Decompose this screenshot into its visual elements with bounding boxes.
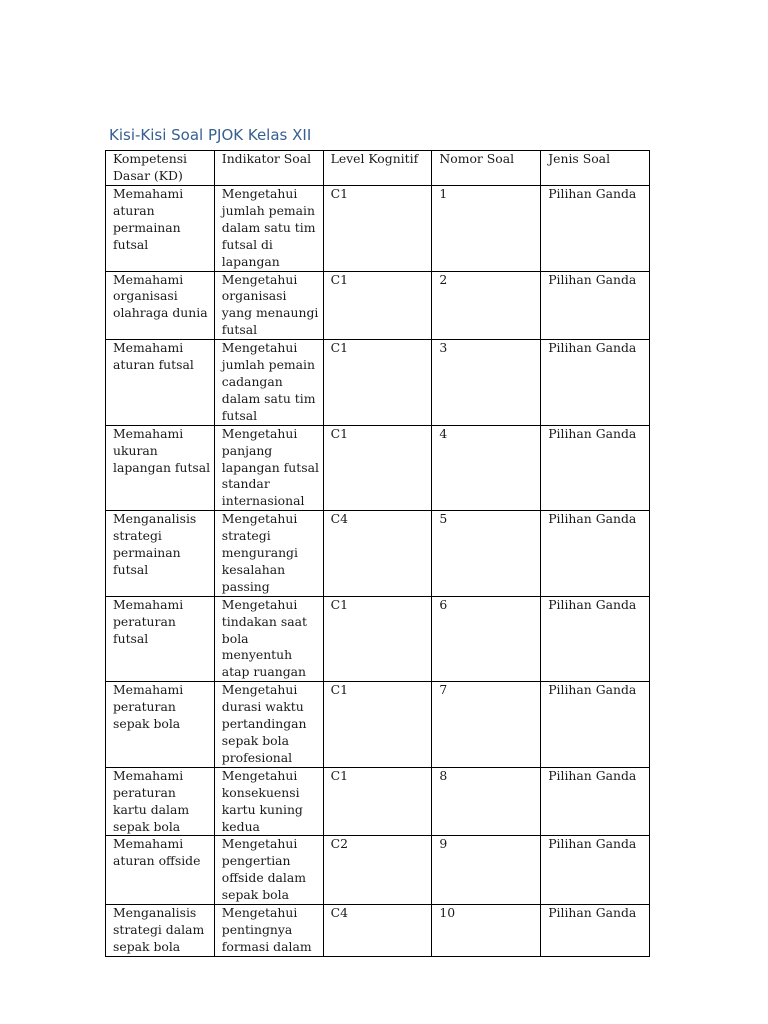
- cell-jenis-soal: Pilihan Ganda: [541, 186, 650, 272]
- kisi-kisi-table: [105, 150, 650, 957]
- cell-jenis-soal: Pilihan Ganda: [541, 511, 650, 597]
- cell-nomor-soal: 4: [432, 425, 541, 511]
- table-row: [106, 836, 650, 905]
- cell-kompetensi-dasar: Menganalisis strategi permainan futsal: [106, 511, 215, 597]
- cell-nomor-soal: 6: [432, 596, 541, 682]
- cell-kompetensi-dasar: Menganalisis strategi dalam sepak bola: [106, 905, 215, 957]
- table-row: [106, 186, 650, 272]
- cell-level-kognitif: C2: [323, 836, 432, 905]
- document-title: Kisi-Kisi Soal PJOK Kelas XII: [109, 126, 312, 144]
- cell-jenis-soal: Pilihan Ganda: [541, 340, 650, 426]
- cell-indikator-soal: Mengetahui konsekuensi kartu kuning kedua: [214, 767, 323, 836]
- cell-jenis-soal: Pilihan Ganda: [541, 682, 650, 768]
- cell-level-kognitif: C1: [323, 596, 432, 682]
- cell-jenis-soal: Pilihan Ganda: [541, 905, 650, 957]
- cell-level-kognitif: C1: [323, 767, 432, 836]
- table-row: [106, 271, 650, 340]
- cell-jenis-soal: Pilihan Ganda: [541, 836, 650, 905]
- cell-nomor-soal: 3: [432, 340, 541, 426]
- cell-indikator-soal: Mengetahui pentingnya formasi dalam: [214, 905, 323, 957]
- table-row: [106, 682, 650, 768]
- cell-kompetensi-dasar: Memahami organisasi olahraga dunia: [106, 271, 215, 340]
- header-level-kognitif: Level Kognitif: [323, 151, 432, 186]
- cell-nomor-soal: 7: [432, 682, 541, 768]
- cell-level-kognitif: C1: [323, 682, 432, 768]
- table-row: [106, 596, 650, 682]
- cell-indikator-soal: Mengetahui pengertian offside dalam sepak bola: [214, 836, 323, 905]
- table-row: [106, 425, 650, 511]
- table-header-row: [106, 151, 650, 186]
- cell-nomor-soal: 1: [432, 186, 541, 272]
- header-jenis-soal: Jenis Soal: [541, 151, 650, 186]
- cell-kompetensi-dasar: Memahami aturan permainan futsal: [106, 186, 215, 272]
- header-indikator-soal: Indikator Soal: [214, 151, 323, 186]
- cell-jenis-soal: Pilihan Ganda: [541, 596, 650, 682]
- cell-nomor-soal: 8: [432, 767, 541, 836]
- cell-kompetensi-dasar: Memahami peraturan futsal: [106, 596, 215, 682]
- table-row: [106, 340, 650, 426]
- cell-kompetensi-dasar: Memahami aturan futsal: [106, 340, 215, 426]
- cell-nomor-soal: 9: [432, 836, 541, 905]
- header-nomor-soal: Nomor Soal: [432, 151, 541, 186]
- cell-level-kognitif: C4: [323, 511, 432, 597]
- cell-jenis-soal: Pilihan Ganda: [541, 271, 650, 340]
- cell-nomor-soal: 2: [432, 271, 541, 340]
- cell-nomor-soal: 10: [432, 905, 541, 957]
- table-row: [106, 905, 650, 957]
- cell-indikator-soal: Mengetahui jumlah pemain cadangan dalam satu tim futsal: [214, 340, 323, 426]
- cell-level-kognitif: C1: [323, 186, 432, 272]
- cell-jenis-soal: Pilihan Ganda: [541, 767, 650, 836]
- cell-level-kognitif: C1: [323, 425, 432, 511]
- cell-indikator-soal: Mengetahui panjang lapangan futsal standar internasional: [214, 425, 323, 511]
- cell-jenis-soal: Pilihan Ganda: [541, 425, 650, 511]
- cell-kompetensi-dasar: Memahami peraturan sepak bola: [106, 682, 215, 768]
- cell-indikator-soal: Mengetahui organisasi yang menaungi futsal: [214, 271, 323, 340]
- table-row: [106, 511, 650, 597]
- cell-level-kognitif: C4: [323, 905, 432, 957]
- cell-indikator-soal: Mengetahui tindakan saat bola menyentuh atap ruangan: [214, 596, 323, 682]
- cell-kompetensi-dasar: Memahami aturan offside: [106, 836, 215, 905]
- cell-kompetensi-dasar: Memahami ukuran lapangan futsal: [106, 425, 215, 511]
- cell-level-kognitif: C1: [323, 340, 432, 426]
- cell-indikator-soal: Mengetahui durasi waktu pertandingan sepak bola profesional: [214, 682, 323, 768]
- header-kompetensi-dasar: Kompetensi Dasar (KD): [106, 151, 215, 186]
- cell-kompetensi-dasar: Memahami peraturan kartu dalam sepak bola: [106, 767, 215, 836]
- cell-level-kognitif: C1: [323, 271, 432, 340]
- table-row: [106, 767, 650, 836]
- cell-indikator-soal: Mengetahui strategi mengurangi kesalahan passing: [214, 511, 323, 597]
- cell-nomor-soal: 5: [432, 511, 541, 597]
- cell-indikator-soal: Mengetahui jumlah pemain dalam satu tim futsal di lapangan: [214, 186, 323, 272]
